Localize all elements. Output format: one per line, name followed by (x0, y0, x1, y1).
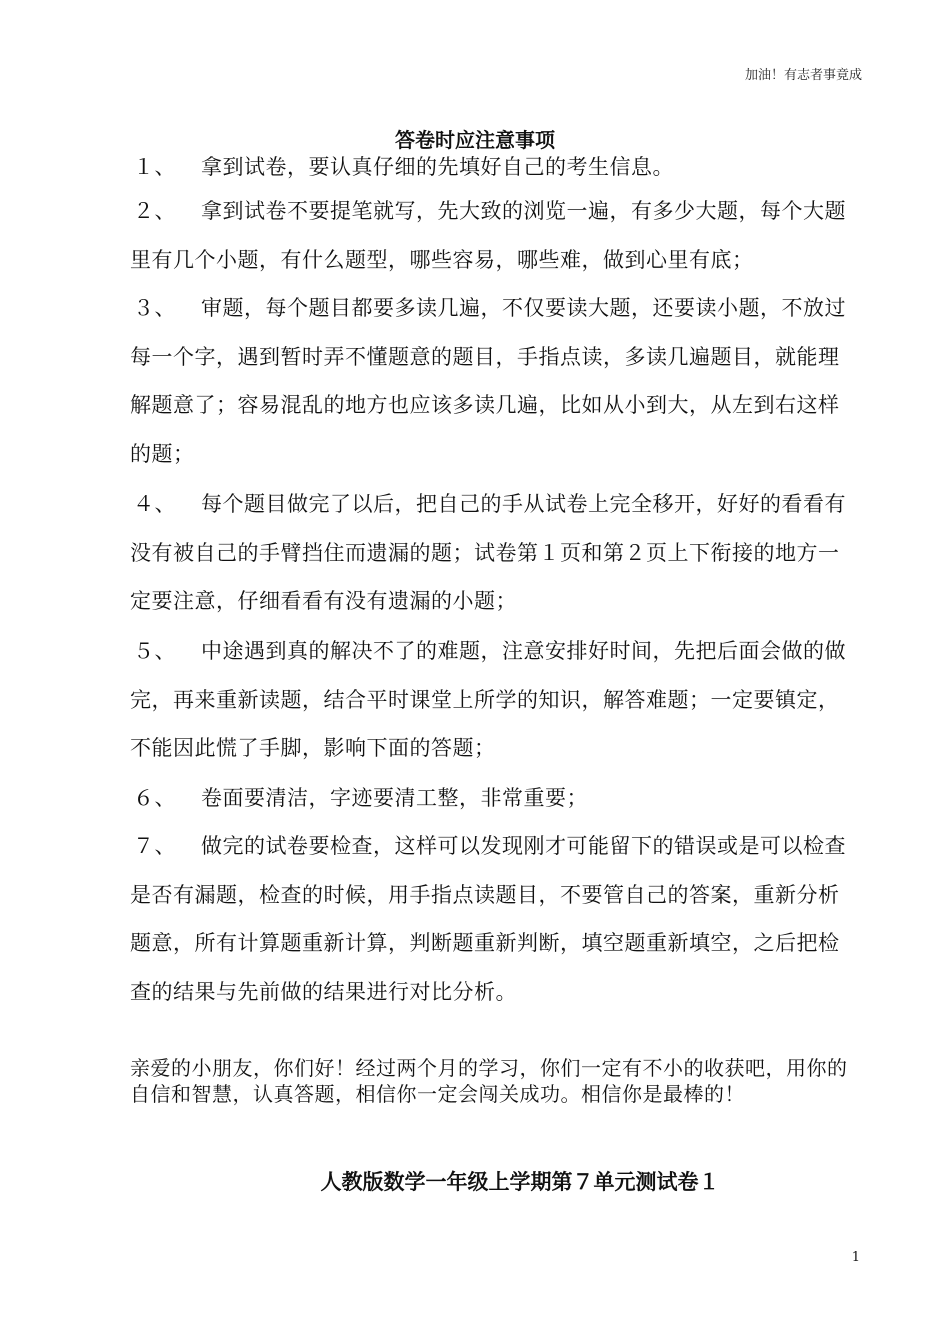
list-item (130, 480, 860, 626)
list-item (130, 822, 860, 1016)
item-number: ７、 (133, 834, 176, 858)
list-item (130, 774, 860, 823)
item-text: 每个题目做完了以后，把自己的手从试卷上完全移开，好好的看看有没有被自己的手臂挡住而遗漏的题；试卷第１页和第２页上下衔接的地方一定要注意，仔细看看有没有遗漏的小题； (130, 492, 846, 613)
item-text: 卷面要清洁，字迹要清工整，非常重要； (201, 786, 588, 810)
test-title: 人教版数学一年级上学期第７单元测试卷１ (320, 1170, 720, 1194)
list-item (130, 187, 860, 284)
page-title: 答卷时应注意事项 (395, 128, 555, 152)
item-number: ６、 (133, 786, 176, 810)
item-text: 拿到试卷，要认真仔细的先填好自己的考生信息。 (201, 155, 674, 179)
header-motto: 加油！有志者事竟成 (744, 68, 862, 83)
item-number: １、 (133, 155, 176, 179)
item-text: 审题，每个题目都要多读几遍，不仅要读大题，还要读小题，不放过每一个字，遇到暂时弄不懂题意的题目，手指点读，多读几遍题目，就能理解题意了；容易混乱的地方也应该多读几遍，比如从小到大，从左到右这样的题； (130, 296, 846, 466)
item-text: 拿到试卷不要提笔就写，先大致的浏览一遍，有多少大题，每个大题里有几个小题，有什么题型，哪些容易，哪些难，做到心里有底； (130, 199, 846, 272)
item-number: ４、 (133, 492, 176, 516)
list-item (130, 284, 860, 478)
closing-message: 亲爱的小朋友，你们好！经过两个月的学习，你们一定有不小的收获吧，用你的自信和智慧，认真答题，相信你一定会闯关成功。相信你是最棒的！ (130, 1056, 848, 1106)
item-number: ３、 (133, 296, 176, 320)
list-item (130, 143, 860, 192)
item-text: 做完的试卷要检查，这样可以发现刚才可能留下的错误或是可以检查是否有漏题，检查的时候，用手指点读题目，不要管自己的答案，重新分析题意，所有计算题重新计算，判断题重新判断，填空题重新填空，之后把检查的结果与先前做的结果进行对比分析。 (130, 834, 846, 1004)
item-number: ５、 (133, 639, 176, 663)
item-text: 中途遇到真的解决不了的难题，注意安排好时间，先把后面会做的做完，再来重新读题，结合平时课堂上所学的知识，解答难题；一定要镇定，不能因此慌了手脚，影响下面的答题； (130, 639, 846, 760)
list-item (130, 627, 860, 773)
page-number: 1 (851, 1250, 860, 1265)
item-number: ２、 (133, 199, 176, 223)
